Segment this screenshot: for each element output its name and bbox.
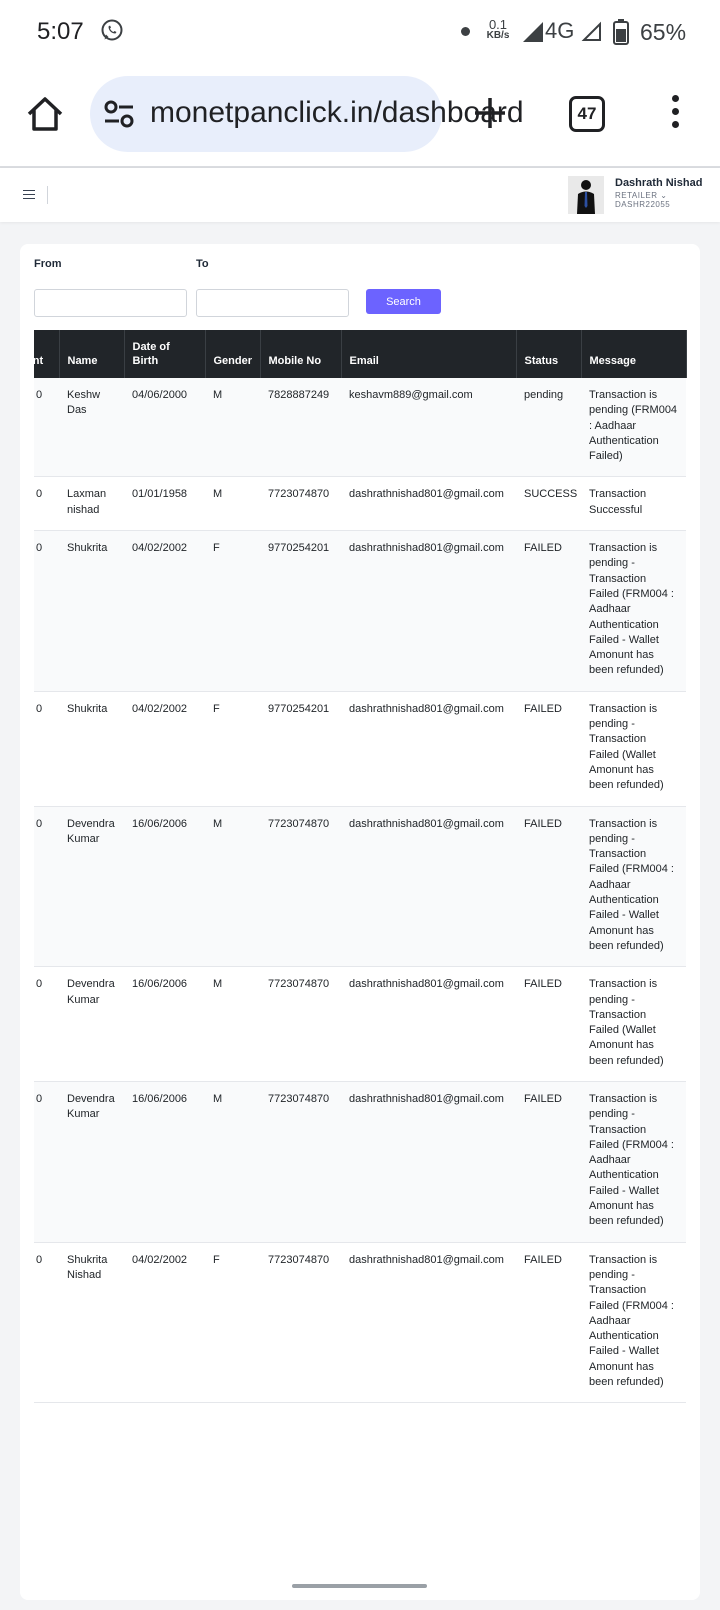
column-header: Status (516, 330, 581, 378)
message-cell: Transaction is pending - Transaction Failed (Wallet Amonunt has been refunded) (581, 967, 686, 1082)
to-label: To (196, 258, 209, 270)
status-cell: FAILED (516, 531, 581, 692)
email-cell: dashrathnishad801@gmail.com (341, 531, 516, 692)
dob-cell: 01/01/1958 (124, 477, 205, 531)
status-cell: FAILED (516, 806, 581, 967)
amount-cell: 0 (34, 967, 59, 1082)
whatsapp-icon (100, 18, 124, 42)
column-header: Email (341, 330, 516, 378)
message-cell: Transaction Successful (581, 477, 686, 531)
message-cell: Transaction is pending - Transaction Failed (Wallet Amonunt has been refunded) (581, 691, 686, 806)
menu-toggle-icon[interactable] (23, 190, 35, 200)
gender-cell: F (205, 1242, 260, 1403)
table-row (34, 691, 686, 806)
name-cell: Shukrita (59, 691, 124, 806)
email-cell: dashrathnishad801@gmail.com (341, 691, 516, 806)
home-icon[interactable] (25, 94, 65, 134)
notification-dot-icon (461, 27, 470, 36)
avatar[interactable] (568, 176, 604, 214)
amount-cell: 0 (34, 1242, 59, 1403)
dob-cell: 16/06/2006 (124, 1081, 205, 1242)
status-cell: SUCCESS (516, 477, 581, 531)
dob-cell: 16/06/2006 (124, 967, 205, 1082)
transactions-table-scroll[interactable] (26, 330, 686, 1610)
user-avatar-icon (568, 176, 604, 214)
status-time: 5:07 (37, 18, 84, 45)
status-cell: FAILED (516, 1081, 581, 1242)
name-cell: Devendra Kumar (59, 1081, 124, 1242)
new-tab-icon[interactable] (472, 95, 508, 131)
email-cell: dashrathnishad801@gmail.com (341, 1081, 516, 1242)
email-cell: dashrathnishad801@gmail.com (341, 1242, 516, 1403)
message-cell: Transaction is pending - Transaction Failed (FRM004 : Aadhaar Authentication Failed - Wallet Amonunt has been refunded) (581, 806, 686, 967)
column-header: Name (59, 330, 124, 378)
mobile-cell: 9770254201 (260, 691, 341, 806)
message-cell: Transaction is pending - Transaction Failed (FRM004 : Aadhaar Authentication Failed - Wallet Amonunt has been refunded) (581, 1081, 686, 1242)
status-cell: FAILED (516, 1242, 581, 1403)
search-button[interactable]: Search (366, 289, 441, 314)
app-header (0, 168, 720, 222)
dob-cell: 04/02/2002 (124, 531, 205, 692)
column-header: unt (34, 330, 59, 378)
mobile-cell: 7828887249 (260, 378, 341, 477)
email-cell: keshavm889@gmail.com (341, 378, 516, 477)
table-row (34, 1242, 686, 1403)
table-row (34, 477, 686, 531)
name-cell: Keshw Das (59, 378, 124, 477)
amount-cell: 0 (34, 531, 59, 692)
message-cell: Transaction is pending (FRM004 : Aadhaar Authentication Failed) (581, 378, 686, 477)
gender-cell: M (205, 1081, 260, 1242)
user-role-dropdown[interactable]: RETAILER ⌄ (615, 191, 668, 200)
gender-cell: M (205, 378, 260, 477)
from-date-input[interactable] (34, 289, 187, 317)
address-bar[interactable] (90, 76, 524, 152)
status-cell: FAILED (516, 967, 581, 1082)
status-cell: FAILED (516, 691, 581, 806)
amount-cell: 0 (34, 1081, 59, 1242)
to-date-input[interactable] (196, 289, 349, 317)
amount-cell: 0 (34, 477, 59, 531)
name-cell: Devendra Kumar (59, 806, 124, 967)
report-card (20, 244, 700, 1600)
mobile-cell: 7723074870 (260, 1242, 341, 1403)
message-cell: Transaction is pending - Transaction Failed (FRM004 : Aadhaar Authentication Failed - Wallet Amonunt has been refunded) (581, 531, 686, 692)
table-row (34, 806, 686, 967)
dob-cell: 16/06/2006 (124, 806, 205, 967)
status-cell: pending (516, 378, 581, 477)
mobile-cell: 7723074870 (260, 967, 341, 1082)
network-speed: 0.1 KB/s (486, 17, 510, 41)
column-header: Mobile No (260, 330, 341, 378)
name-cell: Laxman nishad (59, 477, 124, 531)
table-row (34, 967, 686, 1082)
name-cell: Shukrita Nishad (59, 1242, 124, 1403)
gender-cell: M (205, 477, 260, 531)
mobile-cell: 7723074870 (260, 806, 341, 967)
transactions-table (26, 330, 687, 1403)
mobile-cell: 7723074870 (260, 1081, 341, 1242)
browser-menu-icon[interactable] (668, 95, 682, 131)
amount-cell: 0 (34, 691, 59, 806)
browser-toolbar (0, 64, 720, 168)
table-row (34, 1081, 686, 1242)
column-header: Gender (205, 330, 260, 378)
dob-cell: 04/02/2002 (124, 691, 205, 806)
signal-secondary-icon (583, 23, 601, 41)
amount-cell: 0 (34, 806, 59, 967)
column-header: Date of Birth (124, 330, 205, 378)
column-header: Message (581, 330, 686, 378)
name-cell: Devendra Kumar (59, 967, 124, 1082)
status-bar (0, 0, 720, 64)
amount-cell: 0 (34, 378, 59, 477)
table-row (34, 531, 686, 692)
network-type: 4G (545, 18, 575, 43)
gender-cell: F (205, 691, 260, 806)
battery-icon (613, 19, 629, 45)
tab-switcher-button[interactable]: 47 (569, 96, 605, 132)
email-cell: dashrathnishad801@gmail.com (341, 477, 516, 531)
user-id: DASHR22055 (615, 200, 671, 209)
message-cell: Transaction is pending - Transaction Failed (FRM004 : Aadhaar Authentication Failed - Wallet Amonunt has been refunded) (581, 1242, 686, 1403)
gesture-nav-bar[interactable] (292, 1584, 427, 1588)
email-cell: dashrathnishad801@gmail.com (341, 967, 516, 1082)
dob-cell: 04/02/2002 (124, 1242, 205, 1403)
user-name[interactable]: Dashrath Nishad (615, 177, 703, 189)
site-settings-icon[interactable] (104, 100, 134, 128)
gender-cell: M (205, 967, 260, 1082)
mobile-cell: 9770254201 (260, 531, 341, 692)
mobile-cell: 7723074870 (260, 477, 341, 531)
url-text[interactable]: monetpanclick.in/dashboard (150, 96, 524, 129)
email-cell: dashrathnishad801@gmail.com (341, 806, 516, 967)
dob-cell: 04/06/2000 (124, 378, 205, 477)
table-header-row (34, 330, 686, 378)
signal-icon (522, 21, 544, 43)
header-divider (47, 186, 48, 204)
name-cell: Shukrita (59, 531, 124, 692)
battery-percent: 65% (640, 19, 687, 45)
from-label: From (34, 258, 62, 270)
gender-cell: M (205, 806, 260, 967)
gender-cell: F (205, 531, 260, 692)
table-row (34, 378, 686, 477)
